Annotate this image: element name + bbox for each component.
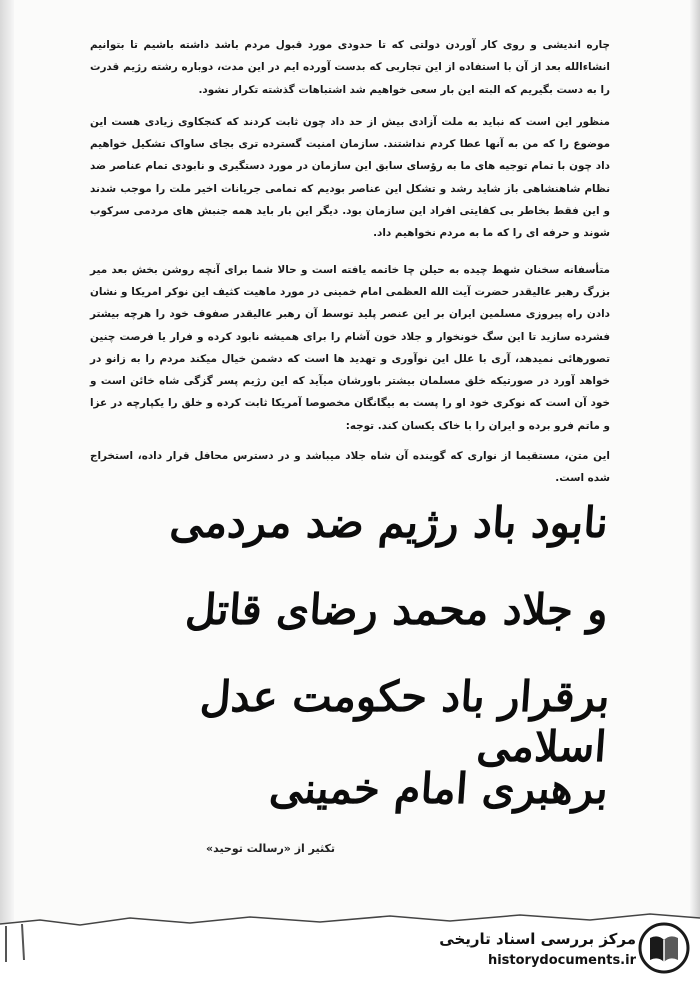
- watermark-url: historydocuments.ir: [487, 953, 636, 968]
- paragraph-1: چاره اندیشی و روی کار آوردن دولتی که تا حدودی مورد قبول مردم باشد داشته باشیم تا بتوانیم انشاءالله بعد از آن با استفاده از این تجاربی که بدست آورده ایم در این مدت، دوباره رشته رژیم قدرت را به دست بگیریم که البته این بار سعی خواهیم شد اشتباهات گذشته تکرار نشود.: [90, 39, 610, 96]
- paragraph-2: منظور این است که نباید به ملت آزادی بیش از حد داد چون ثابت کردند که کنجکاوی زیادی هست این موضوع را که من به آنها عطا کردم نداشتند. سازمان امنیت گسترده تری بجای ساواک تشکیل خواهیم داد چون با تمام توجیه های ما به رؤسای سابق این سازمان در مورد دستگیری و نابودی تمام عناصر ضد نظام شاهنشاهی باز شاید رشد و تشکل این عناصر بودیم که تمامی جریانات اخیر ملت را موجب شدند و این فقط بخاطر بی کفایتی افراد این سازمان بود. دیگر این بار باید همه جنبش های مردمی سرکوب شوند و حرفه ای را که ما به مردم نخواهیم داد.: [90, 115, 610, 240]
- book-logo-icon: [638, 922, 690, 974]
- paragraph-3: متأسفانه سخنان شهط چیده به حیلن چا خاتمه یافته است و حالا شما برای آنچه روشن بخش بعد میر بزرگ رهبر عالیقدر حضرت آیت الله العظمی امام خمینی در مورد ماهیت کثیف این نوکر امریکا و نشان دادن راه پیروزی مسلمین ایران بر این عنصر پلید توسط آن رهبر عالیقدر صفوف خود را هرچه بیشتر فشرده سازید تا این سگ خونخوار و جلاد خون آشام را برای همیشه نابود کرده و فرار یا فرصت چنین تصورهائی نمیدهد، آری با علل این نوآوری و تهدید ها است که دشمن خیال میکند مردم را به زانو در خواهد آورد در صورتیکه خلق مسلمان بیشتر باورشان میآید که این رژیم پسر گزگی شاه خائن است و خود آن است که نوکری خود او را پست به بیگانگان مخصوصا آمریکا ثابت کرده و خلق را یکپارچه در عزا و ماتم فرو برده و ایران را با خاک یکسان کند. توجه:: [90, 263, 610, 432]
- source-note: تکثیر از «رسالت توحید»: [205, 842, 335, 855]
- slogan-line-4: برهبری امام خمینی: [267, 764, 610, 813]
- scan-edge-right: [690, 0, 700, 983]
- typed-body-text: [90, 34, 610, 490]
- scan-edge-left: [0, 0, 14, 983]
- watermark-name: مرکز بررسی اسناد تاریخی: [439, 930, 636, 948]
- slogan-line-2: و جلاد محمد رضای قاتل: [183, 585, 610, 634]
- paragraph-4: این متن، مستقیما از نواری که گوینده آن شاه جلاد میباشد و در دسترس محافل قرار داده، استخراج شده است.: [90, 450, 610, 485]
- slogan-line-1: نابود باد رژیم ضد مردمی: [168, 498, 610, 547]
- slogan-line-3: برقرار باد حکومت عدل اسلامی: [198, 672, 612, 771]
